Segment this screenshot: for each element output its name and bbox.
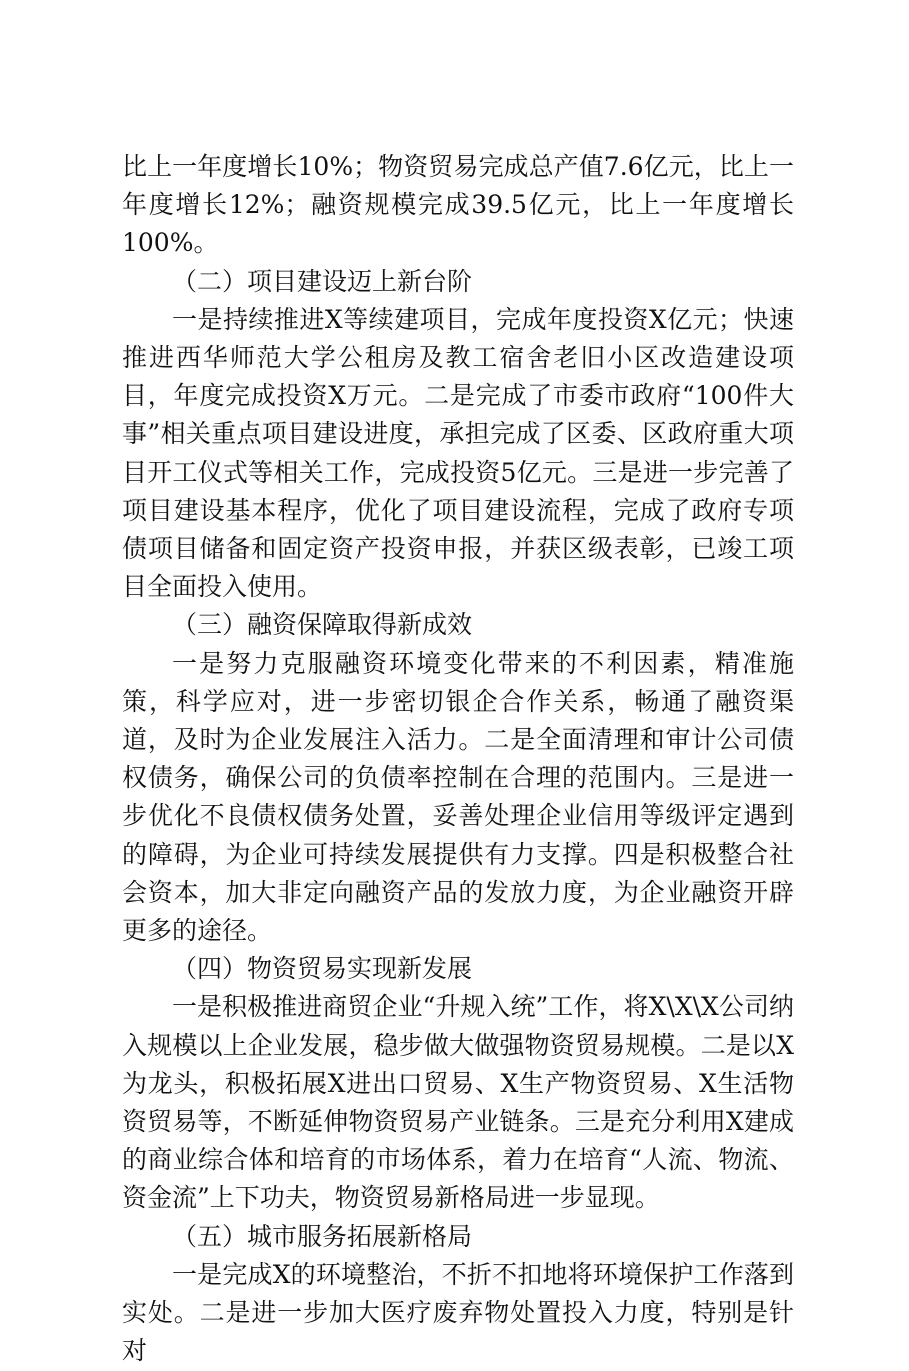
paragraph-financing: 一是努力克服融资环境变化带来的不利因素，精准施策，科学应对，进一步密切银企合作关系，畅通了融资渠道，及时为企业发展注入活力。二是全面清理和审计公司债权债务，确保公司的负债率控制在合理的范围内。三是进一步优化不良债权债务处置，妥善处理企业信用等级评定遇到的障碍，为企业可持续发展提供有力支撑。四是积极整合社会资本，加大非定向融资产品的发放力度，为企业融资开辟更多的途径。 [122, 648, 794, 946]
section-heading-project-construction: （二）项目建设迈上新台阶 [172, 266, 473, 296]
paragraph-growth-summary: 比上一年度增长10%；物资贸易完成总产值7.6亿元，比上一年度增长12%；融资规模完成39.5亿元，比上一年度增长100%。 [122, 152, 794, 258]
paragraph-trade: 一是积极推进商贸企业“升规入统”工作，将X\X\X公司纳入规模以上企业发展，稳步做大做强物资贸易规模。二是以X为龙头，积极拓展X进出口贸易、X生产物资贸易、X生活物资贸易等，不断延伸物资贸易产业链条。三是充分利用X建成的商业综合体和培育的市场体系，着力在培育“人流、物流、资金流”上下功夫，物资贸易新格局进一步显现。 [122, 992, 794, 1213]
section-heading-city-services: （五）城市服务拓展新格局 [172, 1221, 473, 1251]
paragraph-city-services: 一是完成X的环境整治，不折不扣地将环境保护工作落到实处。二是进一步加大医疗废弃物处置投入力度，特别是针对 [122, 1259, 794, 1366]
paragraph-project-construction: 一是持续推进X等续建项目，完成年度投资X亿元；快速推进西华师范大学公租房及教工宿舍老旧小区改造建设项目，年度完成投资X万元。二是完成了市委市政府“100件大事”相关重点项目建设进度，承担完成了区委、区政府重大项目开工仪式等相关工作，完成投资5亿元。三是进一步完善了项目建设基本程序，优化了项目建设流程，完成了政府专项债项目储备和固定资产投资申报，并获区级表彰，已竣工项目全面投入使用。 [122, 304, 794, 602]
document-body [122, 148, 794, 1371]
section-heading-financing: （三）融资保障取得新成效 [172, 610, 473, 640]
section-heading-trade: （四）物资贸易实现新发展 [172, 954, 473, 984]
